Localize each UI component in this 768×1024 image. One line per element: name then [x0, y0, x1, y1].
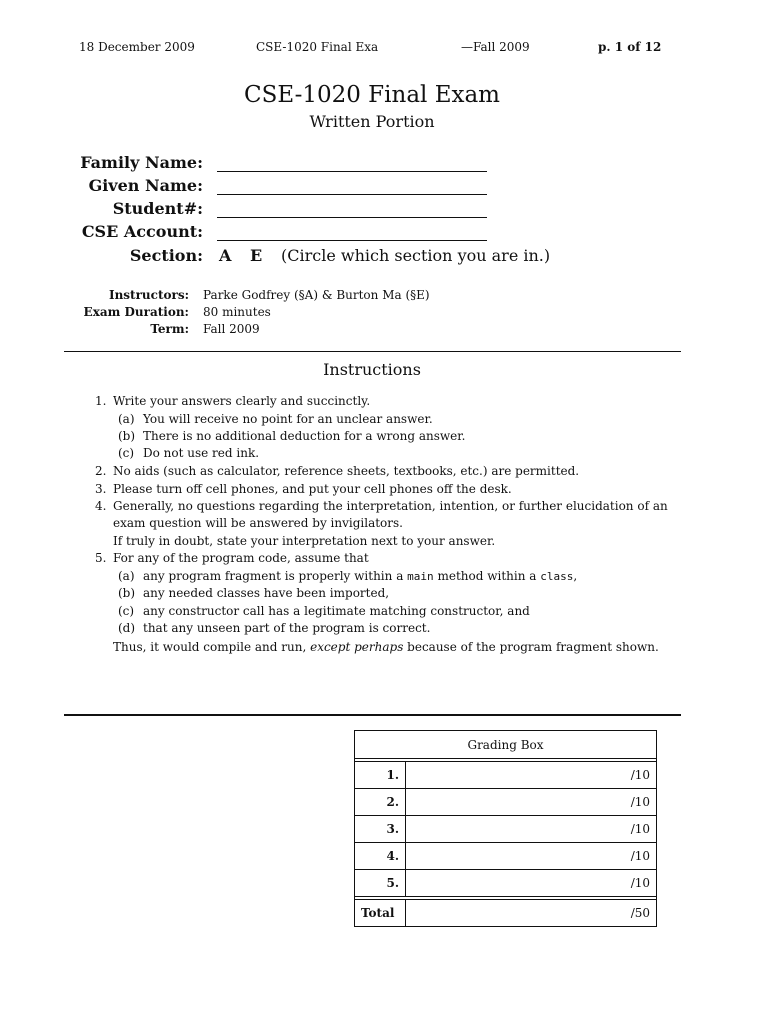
duration-label: Exam Duration: [83, 305, 189, 319]
instruction-text: Do not use red ink. [143, 446, 260, 460]
instruction-closing [113, 640, 659, 654]
exam-subtitle: Written Portion [309, 112, 435, 131]
instruction-text: For any of the program code, assume that [113, 551, 369, 565]
instructors-value: Parke Godfrey (§A) & Burton Ma (§E) [203, 288, 430, 302]
header-date: 18 December 2009 [79, 40, 195, 54]
cse-account-line[interactable] [217, 240, 487, 241]
section-label: Section: [129, 246, 203, 265]
header-page-number: p. 1 of 12 [598, 40, 662, 54]
text-segment: method within a [433, 569, 541, 583]
grading-row-points[interactable]: /10 [406, 870, 657, 897]
instructions-heading: Instructions [323, 360, 421, 379]
instruction-text: that any unseen part of the program is correct. [143, 621, 431, 635]
instruction-text: If truly in doubt, state your interpretation next to your answer. [113, 534, 496, 548]
instruction-number: (d) [118, 621, 136, 635]
instruction-text: There is no additional deduction for a wrong answer. [143, 429, 466, 443]
grading-row-label: 3. [355, 816, 406, 843]
text-segment: , [573, 569, 578, 583]
grading-row-label: 5. [355, 870, 406, 897]
divider-top [64, 351, 681, 352]
instruction-text: Write your answers clearly and succinctly. [113, 394, 371, 408]
instruction-number: (b) [118, 586, 136, 600]
header-term: —Fall 2009 [461, 40, 530, 54]
section-option-a[interactable]: A [219, 246, 232, 265]
code-main: main [407, 570, 434, 583]
cse-account-label: CSE Account: [81, 222, 203, 241]
grading-row-label: 1. [355, 762, 406, 789]
instruction-text: Please turn off cell phones, and put your cell phones off the desk. [113, 482, 512, 496]
code-class: class [540, 570, 574, 583]
section-option-e[interactable]: E [250, 246, 263, 265]
student-number-line[interactable] [217, 217, 487, 218]
divider-bottom [64, 714, 681, 716]
grading-row [355, 843, 657, 870]
grading-row [355, 870, 657, 897]
text-segment: Thus, it would compile and run, [113, 640, 311, 654]
grading-total-points[interactable]: /50 [406, 900, 657, 927]
instruction-text: exam question will be answered by invigilators. [113, 516, 403, 530]
grading-row [355, 816, 657, 843]
family-name-line[interactable] [217, 171, 487, 172]
section-note: (Circle which section you are in.) [281, 246, 551, 265]
instruction-number: (a) [118, 569, 135, 583]
instruction-number: 1. [95, 394, 107, 408]
grading-total-row [355, 900, 657, 927]
grading-box-title: Grading Box [355, 731, 657, 759]
grading-row-points[interactable]: /10 [406, 816, 657, 843]
grading-row [355, 789, 657, 816]
instruction-number: (c) [118, 604, 135, 618]
instruction-text: any constructor call has a legitimate matching constructor, and [143, 604, 530, 618]
given-name-label: Given Name: [88, 176, 203, 195]
instruction-text: any needed classes have been imported, [143, 586, 390, 600]
instruction-text: You will receive no point for an unclear answer. [143, 412, 433, 426]
term-label: Term: [150, 322, 189, 336]
grading-row-points[interactable]: /10 [406, 789, 657, 816]
text-segment: any program fragment is properly within a [143, 569, 408, 583]
text-emphasis: except perhaps [310, 640, 404, 654]
instructors-label: Instructors: [108, 288, 189, 302]
exam-title: CSE-1020 Final Exam [244, 82, 500, 108]
family-name-label: Family Name: [80, 153, 203, 172]
duration-value: 80 minutes [203, 305, 271, 319]
instruction-number: 5. [95, 551, 107, 565]
instruction-number: (a) [118, 412, 135, 426]
instruction-text: No aids (such as calculator, reference sheets, textbooks, etc.) are permitted. [113, 464, 580, 478]
given-name-line[interactable] [217, 194, 487, 195]
grading-row-label: 4. [355, 843, 406, 870]
grading-row-label: 2. [355, 789, 406, 816]
instruction-number: (c) [118, 446, 135, 460]
student-number-label: Student#: [112, 199, 203, 218]
grading-box [354, 730, 657, 927]
grading-row-points[interactable]: /10 [406, 843, 657, 870]
text-segment: because of the program fragment shown. [403, 640, 659, 654]
header-course: CSE-1020 Final Exa [256, 40, 379, 54]
grading-row [355, 762, 657, 789]
instruction-number: 2. [95, 464, 107, 478]
instruction-number: 4. [95, 499, 107, 513]
term-value: Fall 2009 [203, 322, 260, 336]
instruction-number: 3. [95, 482, 107, 496]
grading-total-label: Total [355, 900, 406, 927]
instruction-text [143, 569, 577, 583]
grading-row-points[interactable]: /10 [406, 762, 657, 789]
instruction-text: Generally, no questions regarding the interpretation, intention, or further elucidation of an [113, 499, 668, 513]
instruction-number: (b) [118, 429, 136, 443]
